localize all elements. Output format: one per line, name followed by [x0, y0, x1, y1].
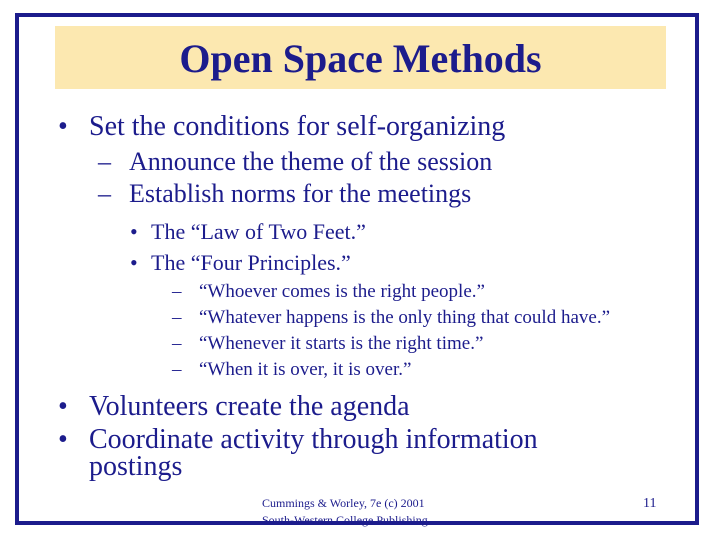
bullet-item: Volunteers create the agenda	[89, 391, 410, 422]
dash-marker: –	[172, 359, 182, 380]
principle-item: “When it is over, it is over.”	[199, 359, 412, 380]
sub-sub-item: The “Four Principles.”	[151, 250, 351, 275]
dash-marker: –	[98, 147, 111, 176]
dash-marker: –	[172, 281, 182, 302]
page-number: 11	[643, 496, 657, 511]
footer-line: Cummings & Worley, 7e (c) 2001	[262, 496, 425, 510]
bullet-item: Set the conditions for self-organizing	[89, 111, 506, 142]
bullet-marker: •	[130, 219, 138, 244]
bullet-item-continuation: postings	[89, 451, 183, 482]
bullet-marker: •	[58, 424, 68, 455]
sub-sub-item: The “Law of Two Feet.”	[151, 219, 366, 244]
bullet-marker: •	[58, 111, 68, 142]
bullet-item: Coordinate activity through information	[89, 424, 538, 455]
bullet-marker: •	[130, 250, 138, 275]
footer-credit	[262, 495, 462, 529]
dash-marker: –	[98, 179, 111, 208]
principle-item: “Whoever comes is the right people.”	[199, 281, 485, 302]
sub-item: Announce the theme of the session	[129, 147, 493, 176]
principle-item: “Whenever it starts is the right time.”	[199, 333, 484, 354]
sub-item: Establish norms for the meetings	[129, 179, 472, 208]
footer-line: South-Western College Publishing	[262, 513, 428, 527]
principle-item: “Whatever happens is the only thing that could have.”	[199, 307, 611, 328]
dash-marker: –	[172, 333, 182, 354]
dash-marker: –	[172, 307, 182, 328]
bullet-marker: •	[58, 391, 68, 422]
slide-title: Open Space Methods	[179, 36, 542, 81]
